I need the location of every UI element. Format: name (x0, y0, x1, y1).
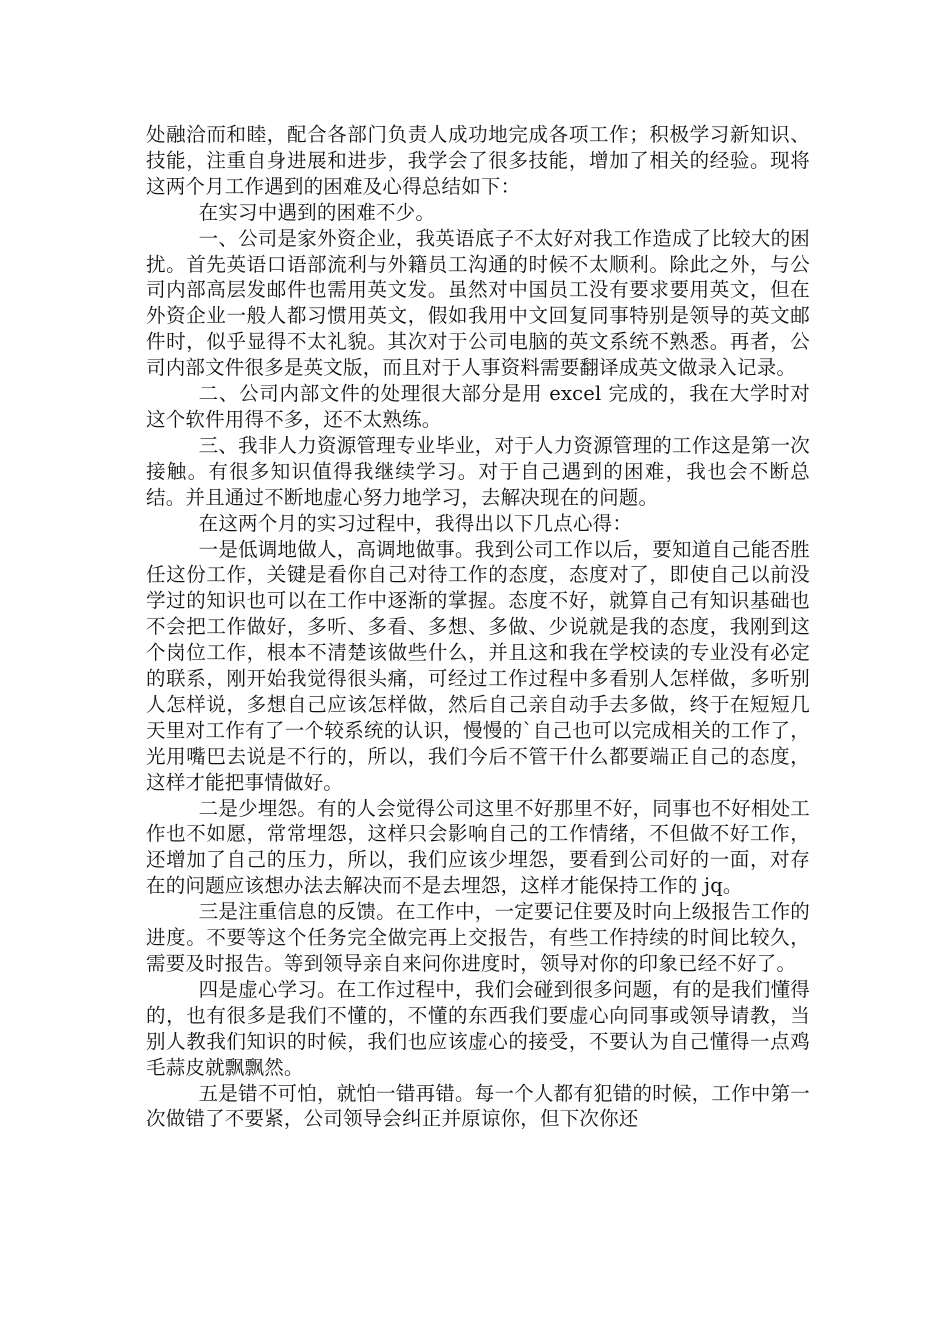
paragraph-difficulty-english: 一、公司是家外资企业，我英语底子不太好对我工作造成了比较大的困扰。首先英语口语部流利与外籍员工沟通的时候不太顺利。除此之外，与公司内部高层发邮件也需用英文发。虽然对中国员工没有要求要用英文，但在外资企业一般人都习惯用英文，假如我用中文回复同事特别是领导的英文邮件时，似乎显得不太礼貌。其次对于公司电脑的英文系统不熟悉。再者，公司内部文件很多是英文版，而且对于人事资料需要翻译成英文做录入记录。 (146, 226, 810, 380)
paragraph-intro-continued: 处融洽而和睦，配合各部门负责人成功地完成各项工作；积极学习新知识、技能，注重自身进展和进步，我学会了很多技能，增加了相关的经验。现将这两个月工作遇到的困难及心得总结如下： (146, 123, 810, 198)
paragraph-difficulties-heading: 在实习中遇到的困难不少。 (198, 200, 436, 224)
document-body (146, 122, 810, 1132)
paragraph-lessons-heading: 在这两个月的实习过程中，我得出以下几点心得： (198, 511, 633, 535)
paragraph-lesson-feedback: 三是注重信息的反馈。在工作中，一定要记住要及时向上级报告工作的进度。不要等这个任务完全做完再上交报告，有些工作持续的时间比较久，需要及时报告。等到领导亲自来问你进度时，领导对你的印象已经不好了。 (146, 900, 810, 975)
paragraph-lesson-complain-less: 二是少埋怨。有的人会觉得公司这里不好那里不好，同事也不好相处工作也不如愿，常常埋怨，这样只会影响自己的工作情绪，不但做不好工作，还增加了自己的压力，所以，我们应该少埋怨，要看到公司好的一面，对存在的问题应该想办法去解决而不是去埋怨，这样才能保持工作的 jq。 (146, 796, 810, 898)
paragraph-difficulty-major: 三、我非人力资源管理专业毕业，对于人力资源管理的工作这是第一次接触。有很多知识值得我继续学习。对于自己遇到的困难，我也会不断总结。并且通过不断地虚心努力地学习，去解决现在的问题。 (146, 433, 810, 509)
paragraph-lesson-learn: 四是虚心学习。在工作过程中，我们会碰到很多问题，有的是我们懂得的，也有很多是我们不懂的，不懂的东西我们要虚心向同事或领导请教，当别人教我们知识的时候，我们也应该虚心的接受，不要认为自己懂得一点鸡毛蒜皮就飘飘然。 (146, 977, 810, 1079)
paragraph-lesson-humble: 一是低调地做人，高调地做事。我到公司工作以后，要知道自己能否胜任这份工作，关键是看你自己对待工作的态度，态度对了，即使自己以前没学过的知识也可以在工作中逐渐的掌握。态度不好，就算自己有知识基础也不会把工作做好，多听、多看、多想、多做、少说就是我的态度，我刚到这个岗位工作，根本不清楚该做些什么，并且这和我在学校读的专业没有必定的联系，刚开始我觉得很头痛，可经过工作过程中多看别人怎样做，多听别人怎样说，多想自己应该怎样做，然后自己亲自动手去多做，终于在短短几天里对工作有了一个较系统的认识，慢慢的`自己也可以完成相关的工作了，光用嘴巴去说是不行的，所以，我们今后不管干什么都要端正自己的态度，这样才能把事情做好。 (146, 537, 810, 794)
paragraph-lesson-mistakes: 五是错不可怕，就怕一错再错。每一个人都有犯错的时候，工作中第一次做错了不要紧，公司领导会纠正并原谅你，但下次你还 (146, 1081, 810, 1131)
paragraph-difficulty-excel: 二、公司内部文件的处理很大部分是用 excel 完成的，我在大学时对这个软件用得不多，还不太熟练。 (146, 382, 810, 431)
